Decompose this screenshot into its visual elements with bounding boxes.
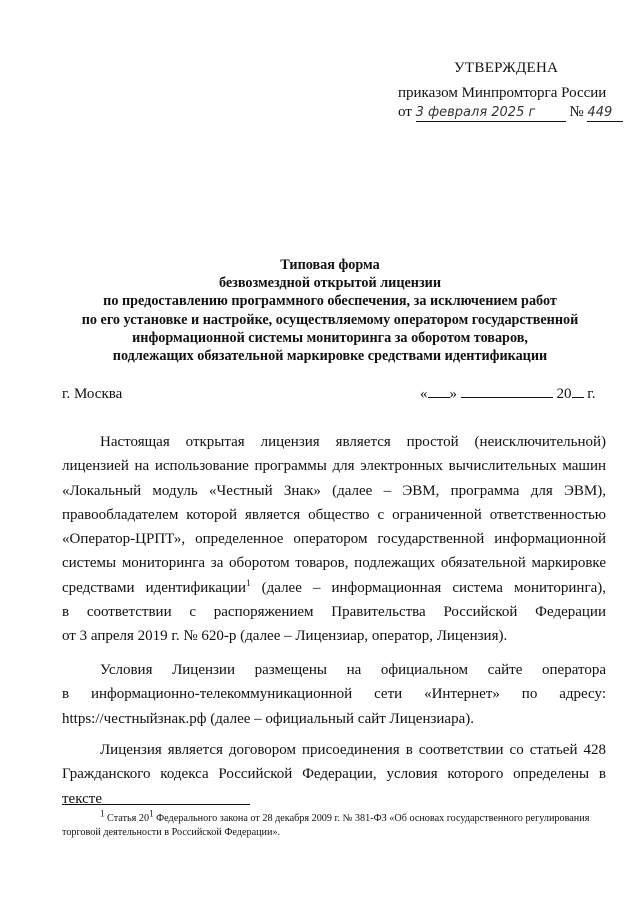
- form-title-line: Типовая форма: [280, 257, 380, 273]
- paragraph-line: правообладателем которой является общество с ограниченной ответственностью: [62, 506, 606, 523]
- paragraph-line: средствами идентификации: [62, 579, 247, 596]
- date-blank: [420, 386, 595, 403]
- paragraph-3: [62, 738, 606, 811]
- date-close-quote: »: [449, 386, 457, 402]
- date-open-quote: «: [420, 386, 428, 402]
- paragraph-line: в информационно-телекоммуникационной сети «Интернет» по адресу:: [62, 686, 606, 703]
- approval-date-handwritten: 3 февраля 2025 г: [416, 105, 566, 122]
- paragraph-line: Условия Лицензии размещены на официальном сайте оператора: [100, 662, 606, 678]
- paragraph-2: [62, 658, 606, 731]
- paragraph-line: (далее – информационная система мониторинга),: [261, 579, 607, 596]
- paragraph-line: от 3 апреля 2019 г. № 620-р (далее – Лицензиар, оператор, Лицензия).: [62, 628, 508, 645]
- footnote-text-rest: Федерального закона от 28 декабря 2009 г. № 381-ФЗ «Об основах государственного регулирования: [153, 813, 590, 824]
- paragraph-line: https://честныйзнак.рф (далее – официальный сайт Лицензиара).: [62, 710, 474, 727]
- form-title: [40, 256, 620, 365]
- approval-date-line: [398, 104, 623, 122]
- footnote-line-2: торговой деятельности в Российской Федерации».: [62, 827, 281, 838]
- approval-number-prefix: №: [569, 104, 584, 120]
- footnote-line-1: [62, 808, 610, 826]
- approval-date-prefix: от: [398, 104, 412, 120]
- footnote-number: 1: [100, 808, 105, 819]
- paragraph-line: «Локальный модуль «Честный Знак» (далее – ЭВМ, программа для ЭВМ),: [62, 482, 606, 499]
- footnote-separator: [62, 804, 250, 805]
- paragraph-line: Гражданского кодекса Российской Федерации, условия которого определены в тексте: [62, 766, 606, 807]
- paragraph-line: «Оператор-ЦРПТ», определенное оператором государственной информационной: [62, 531, 606, 548]
- form-title-line: подлежащих обязательной маркировке средствами идентификации: [112, 348, 548, 365]
- footnote-mark: 1: [246, 577, 251, 588]
- footnote-text: Статья 20: [107, 813, 150, 824]
- month-blank: [461, 397, 553, 398]
- day-blank: [428, 397, 450, 398]
- footnote-article-sup: 1: [149, 808, 154, 819]
- paragraph-1: [62, 430, 606, 649]
- form-title-line: по предоставлению программного обеспечения, за исключением работ: [103, 293, 557, 310]
- paragraph-line: лицензией на использование программы для электронных вычислительных машин: [62, 458, 606, 475]
- paragraph-line: в соответствии с распоряжением Правительства Российской Федерации: [62, 604, 606, 621]
- form-title-line: безвозмездной открытой лицензии: [218, 275, 442, 292]
- year-prefix: 20: [556, 386, 572, 402]
- year-suffix: г.: [587, 386, 596, 402]
- paragraph-line: Лицензия является договором присоединения в соответствии со статьей 428: [100, 742, 606, 758]
- place: г. Москва: [62, 386, 123, 402]
- form-title-line: информационной системы мониторинга за оборотом товаров,: [132, 329, 528, 346]
- footnote: [62, 808, 610, 840]
- paragraph-line: Настоящая открытая лицензия является простой (неисключительной): [100, 434, 606, 450]
- approval-number-handwritten: 449: [587, 105, 623, 122]
- approval-title: УТВЕРЖДЕНА: [454, 60, 559, 76]
- paragraph-line: системы мониторинга за оборотом товаров, подлежащих обязательной маркировке: [62, 555, 606, 572]
- approval-order-line: приказом Минпромторга России: [398, 85, 607, 101]
- form-title-line: по его установке и настройке, осуществляемому оператором государственной: [81, 311, 579, 328]
- year-blank: [572, 397, 584, 398]
